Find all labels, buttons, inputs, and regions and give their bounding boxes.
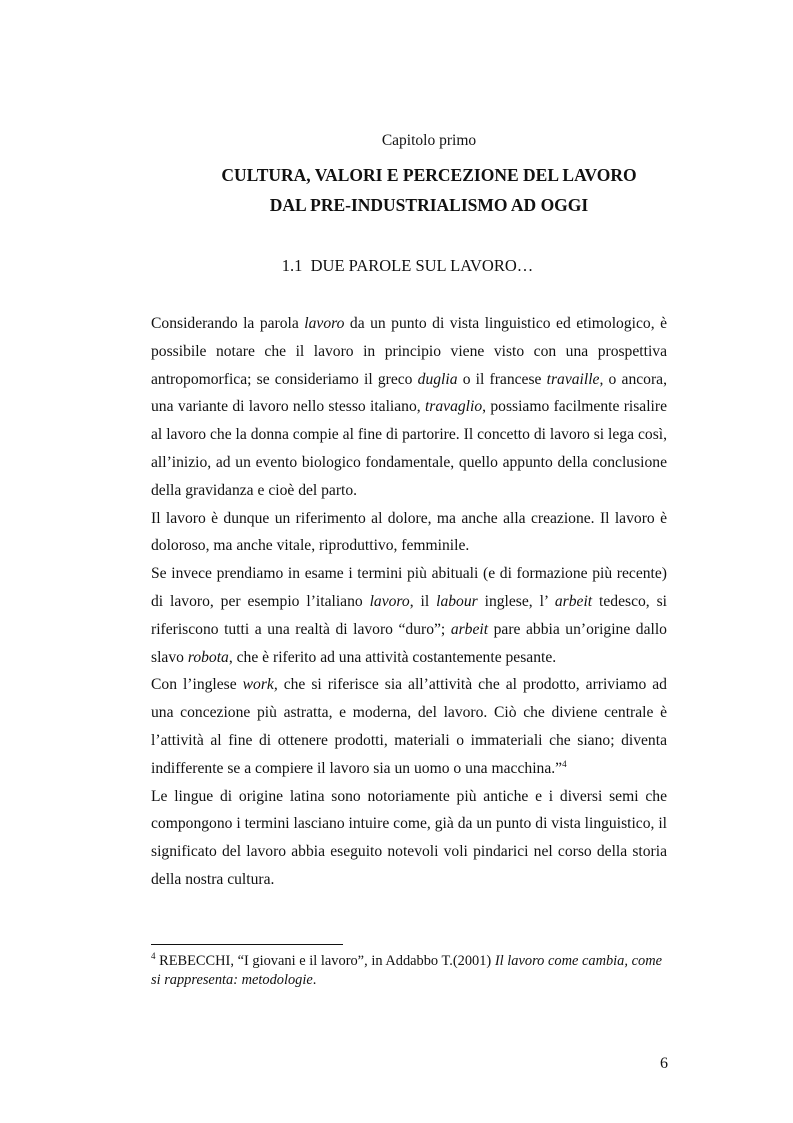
chapter-title-line-2: DAL PRE-INDUSTRIALISMO AD OGGI (269, 195, 589, 215)
section-title-text: DUE PAROLE SUL LAVORO… (310, 256, 534, 275)
footnote: $^4$ REBECCHI, “I giovani e il lavoro”, in Addabbo T.(2001) Il lavoro come cambia, come si rappresenta: metodologie. (151, 951, 662, 988)
paragraph-4: Con l’inglese work, che si riferisce sia all’attività che al prodotto, arriviamo ad una concezione più astratta, e moderna, del lavoro. Ciò che diviene centrale è l’attività al fine di ottenere prodotti, materiali o immateriali che siano; diventa indifferente se a compiere il lavoro sia un uomo o una macchina.”$^4$ (151, 676, 667, 777)
body-text (151, 310, 667, 894)
footnote-reference[interactable]: 4 (562, 758, 567, 769)
paragraph-3: Se invece prendiamo in esame i termini più abituali (e di formazione più recente) di lavoro, per esempio l’italiano lavoro, il labour inglese, l’ arbeit tedesco, si riferiscono tutti a una realtà di lavoro “duro”; arbeit pare abbia un’origine dallo slavo robota, che è riferito ad una attività costantemente pesante. (151, 565, 667, 666)
section-number: 1.1 (281, 256, 303, 275)
paragraph-2: Il lavoro è dunque un riferimento al dolore, ma anche alla creazione. Il lavoro è doloroso, ma anche vitale, riproduttivo, femminile. (151, 509, 667, 555)
paragraph-5: Le lingue di origine latina sono notoriamente più antiche e i diversi semi che compongono i termini lasciano intuire come, già da un punto di vista linguistico, il significato del lavoro abbia eseguito notevoli voli pindarici nel corso della storia della nostra cultura. (151, 787, 667, 888)
footnote-italic-title: Il lavoro come cambia, come si rappresenta: metodologie (151, 953, 662, 988)
section-title (0, 256, 793, 276)
footnote-marker: 4 (151, 951, 156, 962)
footnote-text: REBECCHI, “I giovani e il lavoro”, in Addabbo T.(2001) (155, 953, 495, 969)
footnote-separator (151, 944, 343, 945)
chapter-title-line-1: CULTURA, VALORI E PERCEZIONE DEL LAVORO (221, 165, 637, 185)
chapter-label: Capitolo primo (381, 132, 477, 149)
paragraph-1: Considerando la parola lavoro da un punto di vista linguistico ed etimologico, è possibile notare che il lavoro in principio viene visto con una prospettiva antropomorfica; se consideriamo il greco duglia o il francese travaille, o ancora, una variante di lavoro nello stesso italiano, travaglio, possiamo facilmente risalire al lavoro che la donna compie al fine di partorire. Il concetto di lavoro si lega così, all’inizio, ad un evento biologico fondamentale, quello appunto della conclusione della gravidanza e cioè del parto. (151, 315, 668, 499)
chapter-title (0, 160, 793, 220)
page-number: 6 (660, 1055, 668, 1072)
